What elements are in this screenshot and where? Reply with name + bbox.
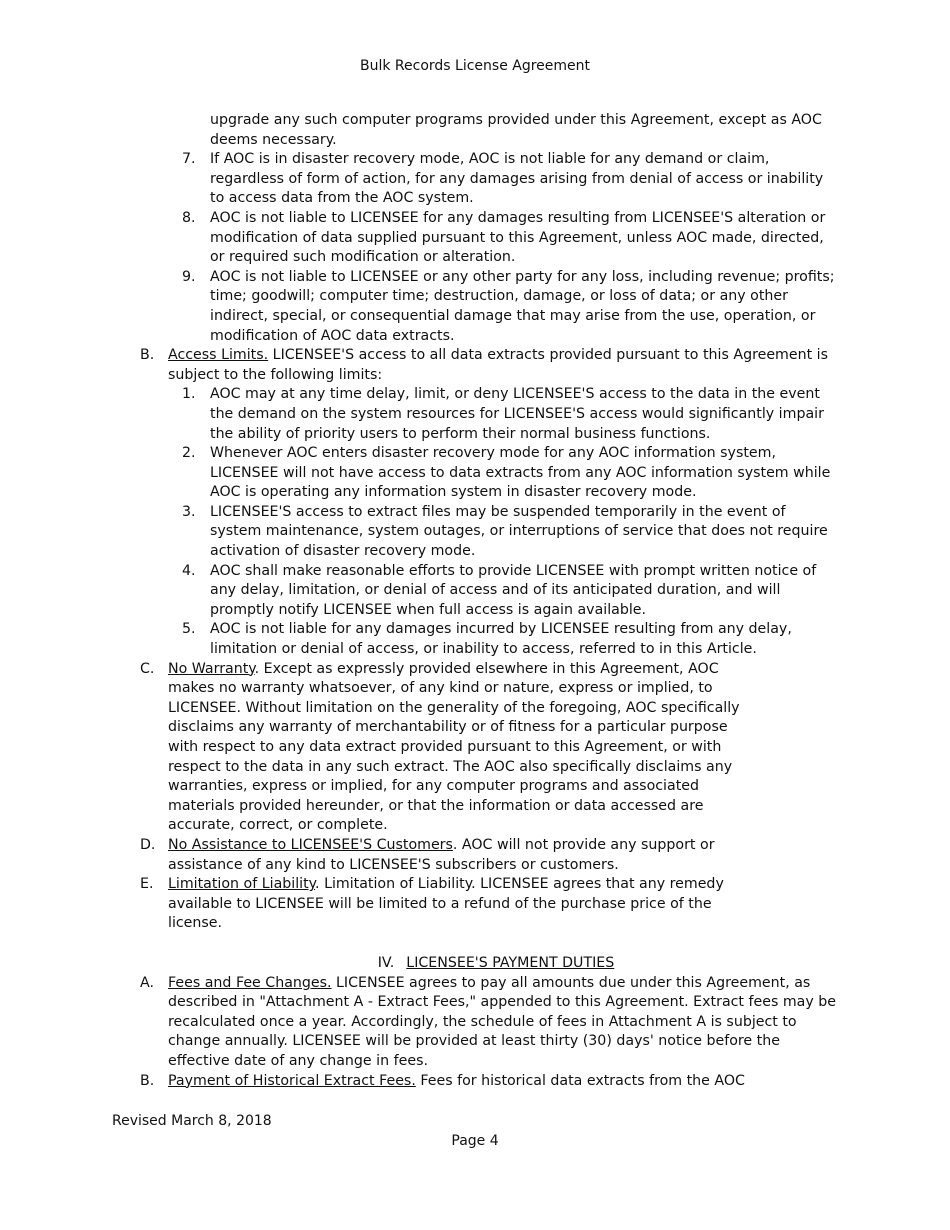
section-b-access-limits bbox=[140, 346, 840, 385]
section-letter: B. bbox=[140, 347, 155, 364]
section-letter: C. bbox=[140, 660, 155, 677]
section-iv-a-fees bbox=[140, 974, 840, 1072]
section-letter: A. bbox=[140, 974, 154, 991]
section-heading: Access Limits. bbox=[168, 347, 269, 364]
list-item-text: AOC is not liable for any damages incurred by LICENSEE resulting from any delay, limitation or denial of access, or inability to access, referred to in this Article. bbox=[210, 621, 792, 658]
section-letter: D. bbox=[140, 836, 156, 853]
section-iv-b-historical-fees bbox=[140, 1072, 840, 1092]
list-item-text: AOC shall make reasonable efforts to provide LICENSEE with prompt written notice of any delay, limitation, or denial of access and of its anticipated duration, and will promptly notify LICENSEE when full access is again available. bbox=[210, 562, 817, 618]
section-e-limitation-of-liability bbox=[140, 875, 840, 934]
section-heading: Limitation of Liability bbox=[168, 876, 316, 893]
list-number: 9. bbox=[182, 268, 196, 285]
list-number: 2. bbox=[182, 445, 196, 462]
list-item bbox=[140, 562, 840, 621]
list-item-text: AOC is not liable to LICENSEE for any damages resulting from LICENSEE'S alteration or modification of data supplied pursuant to this Agreement, unless AOC made, directed, or required such modification or alteration. bbox=[210, 209, 826, 266]
section-heading: Payment of Historical Extract Fees. bbox=[168, 1072, 416, 1089]
section-d-no-assistance bbox=[140, 836, 840, 875]
list-item-text: If AOC is in disaster recovery mode, AOC is not liable for any demand or claim, regardless of form of action, for any damages arising from denial of access or inability to access data from the AOC system. bbox=[210, 151, 824, 207]
list-item-text: AOC is not liable to LICENSEE or any other party for any loss, including revenue; profits; time; goodwill; computer time; destruction, damage, or loss of data; or any other indirect, special, or consequential damage that may arise from the use, operation, or modification of AOC data extracts. bbox=[210, 268, 835, 344]
section-letter: E. bbox=[140, 876, 154, 893]
section-text: . AOC will not provide any support or assistance of any kind to LICENSEE'S subscribers or customers. bbox=[168, 836, 715, 873]
list-item bbox=[140, 620, 840, 659]
section-heading: No Warranty bbox=[168, 660, 255, 677]
document-body bbox=[140, 111, 840, 1091]
section-text: LICENSEE agrees to pay all amounts due under this Agreement, as described in "Attachment A - Extract Fees," appended to this Agreement. Extract fees may be recalculated once a year. Accordingly, the schedule of fees in Attachment A is subject to change annually. LICENSEE will be provided at least thirty (30) days' notice before the effective date of any change in fees. bbox=[168, 974, 837, 1069]
list-number: 4. bbox=[182, 562, 196, 579]
section-text: . Except as expressly provided elsewhere in this Agreement, AOC makes no warranty whatsoever, of any kind or nature, express or implied, to LICENSEE. Without limitation on the generality of the foregoing, AOC specifically disclaims any warranty of merchantability or of fitness for a particular purpose with respect to any data extract provided pursuant to this Agreement, or with respect to the data in any such extract. The AOC also specifically disclaims any warranties, express or implied, for any computer programs and associated materials provided hereunder, or that the information or data accessed are accurate, correct, or complete. bbox=[168, 660, 740, 834]
section-text: LICENSEE'S access to all data extracts provided pursuant to this Agreement is subject to the following limits: bbox=[168, 347, 828, 383]
list-item-text: LICENSEE'S access to extract files may be suspended temporarily in the event of system maintenance, system outages, or interruptions of service that does not require activation of disaster recovery mode. bbox=[210, 503, 828, 560]
section-heading: No Assistance to LICENSEE'S Customers bbox=[168, 836, 453, 853]
list-item bbox=[140, 268, 840, 346]
list-number: 7. bbox=[182, 151, 196, 168]
section-text: . Limitation of Liability. LICENSEE agrees that any remedy available to LICENSEE will be limited to a refund of the purchase price of the license. bbox=[168, 876, 724, 932]
running-header: Bulk Records License Agreement bbox=[359, 58, 591, 74]
page-number: Page 4 bbox=[451, 1133, 499, 1149]
article-title: LICENSEE'S PAYMENT DUTIES bbox=[406, 954, 615, 971]
list-number: 5. bbox=[182, 621, 196, 638]
section-letter: B. bbox=[140, 1072, 155, 1089]
section-text: Fees for historical data extracts from the AOC bbox=[415, 1072, 745, 1089]
list-item bbox=[140, 150, 840, 209]
list-item-text: Whenever AOC enters disaster recovery mode for any AOC information system, LICENSEE will not have access to data extracts from any AOC information system while AOC is operating any information system in disaster recovery mode. bbox=[210, 445, 831, 501]
section-heading: Fees and Fee Changes. bbox=[168, 974, 332, 991]
list-number: 3. bbox=[182, 503, 196, 520]
revision-date: Revised March 8, 2018 bbox=[112, 1113, 272, 1129]
list-number: 8. bbox=[182, 209, 196, 226]
article-number: IV. bbox=[377, 954, 395, 971]
list-item-text: AOC may at any time delay, limit, or deny LICENSEE'S access to the data in the event the demand on the system resources for LICENSEE'S access would significantly impair the ability of priority users to perform their normal business functions. bbox=[210, 386, 824, 442]
list-item bbox=[140, 385, 840, 444]
list-item bbox=[140, 209, 840, 268]
list-number: 1. bbox=[182, 386, 196, 403]
article-heading bbox=[140, 954, 840, 974]
carryover-paragraph: upgrade any such computer programs provided under this Agreement, except as AOC deems necessary. bbox=[210, 112, 822, 148]
section-c-no-warranty bbox=[140, 660, 840, 836]
list-item bbox=[140, 503, 840, 562]
list-item bbox=[140, 444, 840, 503]
